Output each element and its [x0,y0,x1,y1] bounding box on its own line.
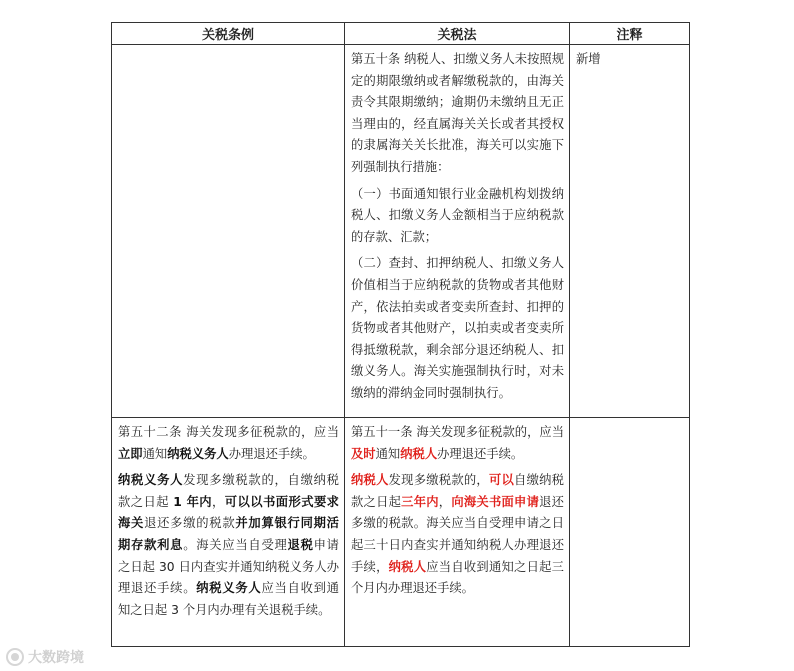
text-run: ， [438,494,452,509]
emphasized-text: 三年内 [401,494,439,509]
text-run: 自缴纳税款之日起 [351,473,564,509]
text-run: （一）书面通知银行业金融机构划拨纳税人、扣缴义务人金额相当于应纳税款的存款、汇款； [351,186,564,244]
watermark [6,647,84,667]
paragraph [351,422,564,465]
emphasized-text: 可以以书面形式要求海关 [118,494,339,531]
text-run: 发现多缴税款的，自缴纳税款之日起 [118,473,339,509]
header-notes: 注释 [570,23,690,45]
text-run: 退还多缴的税款 [144,516,236,531]
text-run: （二）查封、扣押纳税人、扣缴义务人价值相当于应纳税款的货物或者其他财产，依法拍卖或者变卖所查封、扣押的货物或者其他财产，以拍卖或者变卖所得抵缴税款，剩余部分退还纳税人、扣缴义务人。海关实施强制执行时，对未缴纳的滞纳金同时强制执行。 [351,256,564,400]
emphasized-text: 纳税人 [388,559,427,574]
text-run: 申请之日起 30 日内查实并通知纳税义务人办理退还手续。 [118,537,339,596]
text-run: 应当自收到通知之日起 3 个月内办理有关退税手续。 [118,581,339,617]
law-cell [345,45,570,418]
law-cell [345,418,570,647]
text-run: 应当自收到通知之日起三个月内办理退还手续。 [351,559,564,596]
note-cell: 新增 [570,45,690,418]
emphasized-text: 纳税人 [351,473,389,488]
table-row [112,45,690,418]
text-run: ， [212,494,225,509]
text-run: 退还多缴的税款。海关应当自受理申请之日起三十日内查实并通知纳税人办理退还手续， [351,494,564,574]
emphasized-text: 纳税人 [400,446,438,461]
emphasized-text: 退税 [287,537,314,552]
note-cell [570,418,690,647]
regulation-cell [112,45,345,418]
text-run: 办理退还手续。 [228,446,315,461]
paragraph [351,253,564,404]
emphasized-text: 可以 [488,473,515,488]
text-run: 办理退还手续。 [437,446,524,461]
emphasized-text: 纳税义务人 [196,581,262,596]
emphasized-text: 纳税义务人 [118,473,184,488]
regulation-cell [112,418,345,647]
text-run: 第五十二条 海关发现多征税款的，应当 [118,425,339,439]
emphasized-text: 1 年内 [173,494,213,509]
text-run: 第五十一条 海关发现多征税款的，应当 [351,425,564,439]
paragraph [351,470,564,600]
comparison-table [111,22,690,647]
header-law: 关税法 [345,23,570,45]
text-run: 通知 [142,446,168,461]
watermark-text: 大数跨境 [28,650,84,666]
header-row [112,23,690,45]
emphasized-text: 并加算银行同期活期存款利息 [118,516,339,552]
header-regulation: 关税条例 [112,23,345,45]
logo-icon [6,648,24,666]
table-row [112,418,690,647]
emphasized-text: 纳税义务人 [167,446,229,461]
emphasized-text: 及时 [351,446,376,461]
paragraph [351,184,564,249]
paragraph [118,470,339,621]
emphasized-text: 立即 [118,446,143,461]
text-run: 通知 [375,446,401,461]
text-run: 。海关应当自受理 [183,537,288,552]
paragraph [351,49,564,179]
text-run: 第五十条 纳税人、扣缴义务人未按照规定的期限缴纳或者解缴税款的，由海关责令其限期缴纳；逾期仍未缴纳且无正当理由的，经直属海关关长或者其授权的隶属海关关长批准，海关可以实施下列强制执行措施： [351,52,564,174]
emphasized-text: 向海关书面申请 [451,494,540,509]
paragraph [118,422,339,465]
text-run: 发现多缴税款的， [388,473,489,488]
